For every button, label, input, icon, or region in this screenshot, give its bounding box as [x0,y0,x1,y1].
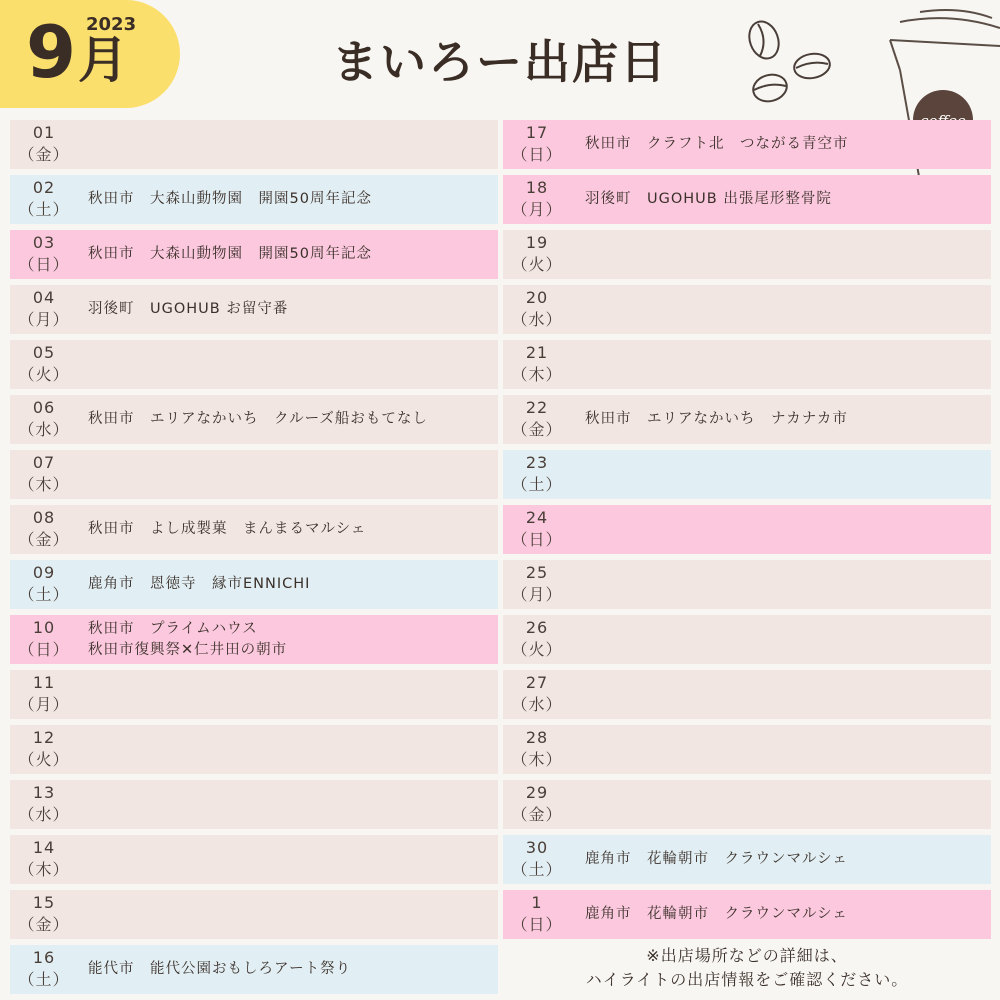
day-row [503,175,991,224]
day-row [10,505,498,554]
day-weekday: （金） [18,915,70,934]
day-number: 06 [32,398,56,417]
day-row [10,340,498,389]
day-weekday: （火） [18,750,70,769]
year-label: 2023 [86,14,137,35]
day-number: 22 [525,398,549,417]
day-number: 13 [32,783,56,802]
day-weekday: （土） [511,475,563,494]
day-row [10,230,498,279]
day-weekday: （木） [511,365,563,384]
day-weekday: （金） [511,805,563,824]
day-date [503,562,571,606]
day-row [503,505,991,554]
day-date [503,232,571,276]
day-row [10,395,498,444]
day-date [10,177,78,221]
day-row [10,615,498,664]
day-date [503,782,571,826]
day-date [503,672,571,716]
day-date [503,287,571,331]
day-event: 鹿角市 恩徳寺 縁市ENNICHI [88,576,311,592]
day-event: 秋田市 よし成製菓 まんまるマルシェ [88,521,367,537]
day-weekday: （金） [18,145,70,164]
day-date [10,837,78,881]
day-row [10,725,498,774]
month-kanji: 月 [78,31,128,89]
day-number: 30 [525,838,549,857]
day-number: 25 [525,563,549,582]
day-number: 18 [525,178,549,197]
day-weekday: （金） [18,530,70,549]
day-number: 10 [32,618,56,637]
day-weekday: （水） [511,310,563,329]
day-date [10,342,78,386]
day-date [503,892,571,936]
day-weekday: （火） [511,255,563,274]
day-row [503,670,991,719]
day-number: 27 [525,673,549,692]
month-number: 9 [26,10,77,94]
day-event: 鹿角市 花輪朝市 クラウンマルシェ [585,906,848,922]
day-row [503,725,991,774]
coffee-bean-icon [744,17,831,105]
day-number: 05 [32,343,56,362]
day-number: 1 [531,893,543,912]
day-date [10,562,78,606]
day-row [503,340,991,389]
day-date [503,452,571,496]
day-row [10,780,498,829]
day-event: 羽後町 UGOHUB お留守番 [88,301,289,317]
day-weekday: （月） [18,695,70,714]
day-row [503,120,991,169]
day-event: 秋田市 エリアなかいち ナカナカ市 [585,411,848,427]
day-number: 21 [525,343,549,362]
footer-note: ※出店場所などの詳細は、 ハイライトの出店情報をご確認ください。 [585,946,909,989]
day-number: 03 [32,233,56,252]
day-row [10,285,498,334]
day-weekday: （月） [18,310,70,329]
day-weekday: （金） [511,420,563,439]
day-date [10,452,78,496]
day-weekday: （水） [18,420,70,439]
day-number: 20 [525,288,549,307]
day-number: 01 [32,123,56,142]
day-weekday: （水） [511,695,563,714]
day-row [503,560,991,609]
day-weekday: （月） [511,585,563,604]
day-event: 羽後町 UGOHUB 出張尾形整骨院 [585,191,832,207]
day-weekday: （木） [511,750,563,769]
day-weekday: （月） [511,200,563,219]
day-row [503,450,991,499]
day-date [10,507,78,551]
day-row [503,780,991,829]
day-event: 秋田市 大森山動物園 開園50周年記念 [88,246,372,262]
day-weekday: （火） [18,365,70,384]
day-weekday: （火） [511,640,563,659]
day-event: 秋田市 エリアなかいち クルーズ船おもてなし [88,411,428,427]
day-weekday: （日） [18,255,70,274]
day-weekday: （土） [18,970,70,989]
day-row [10,945,498,994]
day-weekday: （日） [511,530,563,549]
day-number: 02 [32,178,56,197]
day-row [10,890,498,939]
day-row [503,395,991,444]
day-number: 15 [32,893,56,912]
day-event: 秋田市 クラフト北 つながる青空市 [585,136,849,152]
day-date [503,617,571,661]
day-date [10,287,78,331]
day-number: 24 [525,508,549,527]
day-row [10,450,498,499]
day-number: 16 [32,948,56,967]
day-number: 09 [32,563,56,582]
day-number: 07 [32,453,56,472]
day-row [10,120,498,169]
day-row [10,670,498,719]
day-number: 19 [525,233,549,252]
day-date [10,617,78,661]
day-row [10,835,498,884]
day-weekday: （木） [18,475,70,494]
day-date [10,782,78,826]
day-number: 11 [32,673,56,692]
day-date [10,947,78,991]
day-weekday: （木） [18,860,70,879]
day-weekday: （日） [511,145,563,164]
day-number: 26 [525,618,549,637]
day-row [503,615,991,664]
day-number: 08 [32,508,56,527]
day-row [503,285,991,334]
day-date [10,232,78,276]
day-weekday: （水） [18,805,70,824]
day-event: 鹿角市 花輪朝市 クラウンマルシェ [585,851,848,867]
day-weekday: （土） [18,200,70,219]
day-weekday: （日） [511,915,563,934]
day-number: 23 [525,453,549,472]
day-weekday: （日） [18,640,70,659]
day-date [503,397,571,441]
day-date [503,837,571,881]
day-event: 秋田市 プライムハウス 秋田市復興祭✕仁井田の朝市 [88,620,288,658]
day-date [10,892,78,936]
day-date [10,672,78,716]
day-date [10,727,78,771]
day-date [10,397,78,441]
day-date [503,727,571,771]
day-number: 29 [525,783,549,802]
page-title: まいろー出店日 [332,35,668,89]
day-date [10,122,78,166]
day-event: 秋田市 大森山動物園 開園50周年記念 [88,191,372,207]
day-row [503,835,991,884]
day-event: 能代市 能代公園おもしろアート祭り [88,961,352,977]
day-row [10,560,498,609]
day-number: 17 [525,123,549,142]
day-row [503,230,991,279]
day-date [503,507,571,551]
day-row [503,890,991,939]
day-number: 04 [32,288,56,307]
day-number: 14 [32,838,56,857]
day-date [503,342,571,386]
day-date [503,177,571,221]
day-weekday: （土） [18,585,70,604]
day-row [10,175,498,224]
day-weekday: （土） [511,860,563,879]
day-number: 12 [32,728,56,747]
day-number: 28 [525,728,549,747]
day-date [503,122,571,166]
